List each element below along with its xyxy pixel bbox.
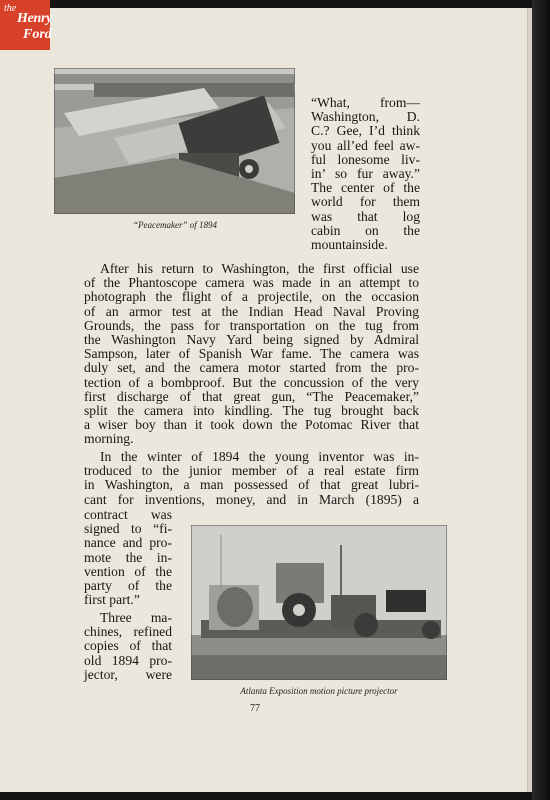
henry-ford-logo	[0, 0, 53, 50]
text-line: first discharge of that great gun, “The Peacemaker,”	[84, 388, 419, 404]
text-line: C.? Gee, I’d think	[311, 123, 420, 139]
text-line: party of the	[84, 578, 172, 594]
figure2-caption: Atlanta Exposition motion picture projector	[240, 686, 398, 696]
text-line: Grounds, the pass for transportation on the tug from	[84, 317, 419, 333]
text-line: cant for inventions, money, and in March (1895) a	[84, 491, 419, 507]
text-line: mote the in-	[84, 549, 172, 565]
text-line: world for them	[311, 194, 420, 210]
book-spine	[532, 0, 550, 800]
paragraph-phantoscope-test	[84, 262, 419, 447]
text-line: Washington, D.	[311, 109, 420, 125]
text-line: chines, refined	[84, 624, 172, 640]
logo-text-ford: Ford	[23, 27, 52, 42]
logo-text-the: the	[4, 3, 17, 14]
text-line: duly set, and the camera motor started from the pro-	[84, 360, 419, 376]
dialogue-quote	[311, 96, 420, 252]
text-line: a wiser boy than it took down the Potomac River that	[84, 417, 419, 433]
text-line: in’ so fur away.”	[311, 166, 420, 182]
text-line: old 1894 pro-	[84, 652, 172, 668]
text-line: Sampson, later of Spanish War fame. The camera was	[84, 346, 419, 362]
atlanta-projector-photo	[191, 525, 447, 680]
text-line: you all’ed feel aw-	[311, 137, 420, 153]
text-line: copies of that	[84, 638, 172, 654]
text-line: contract was	[84, 507, 172, 522]
text-line: morning.	[84, 431, 134, 447]
text-line: first part.”	[84, 592, 140, 608]
text-line: signed to “fi-	[84, 521, 172, 537]
text-line: split the camera into kindling. The tug brought back	[84, 403, 419, 419]
text-line: photograph the flight of a projectile, on the occasion	[84, 289, 419, 305]
text-line: troduced to the junior member of a real estate firm	[84, 463, 419, 479]
text-line: in Washington, a man possessed of that great lubri-	[84, 477, 419, 493]
text-line: After his return to Washington, the first official use	[100, 261, 419, 276]
text-line: ful lonesome liv-	[311, 151, 420, 167]
paragraph-three-machines	[84, 611, 172, 682]
text-line: the Washington Navy Yard being signed by Admiral	[84, 332, 419, 348]
text-line: tection of a bombproof. But the concussion of the very	[84, 374, 419, 390]
page-number: 77	[250, 703, 260, 714]
text-line: was that log	[311, 208, 420, 224]
text-line: In the winter of 1894 the young inventor was in-	[100, 449, 419, 464]
text-line: cabin on the	[311, 222, 420, 238]
text-line: of the Phantoscope camera was made in an attempt to	[84, 275, 419, 291]
paragraph-contract	[84, 508, 172, 607]
text-line: nance and pro-	[84, 535, 172, 551]
text-line: The center of the	[311, 180, 420, 196]
text-line: mountainside.	[311, 237, 388, 253]
text-line: Three ma-	[100, 610, 172, 625]
text-line: vention of the	[84, 563, 172, 579]
paragraph-winter-1894	[84, 450, 419, 507]
text-line: of an armor test at the Indian Head Naval Proving	[84, 303, 419, 319]
logo-text-henry: Henry	[17, 11, 53, 26]
text-line: “What, from—	[311, 95, 420, 110]
text-line: jector, were	[84, 666, 172, 682]
figure1-caption: “Peacemaker” of 1894	[133, 220, 217, 230]
peacemaker-cannon-photo	[54, 68, 295, 214]
